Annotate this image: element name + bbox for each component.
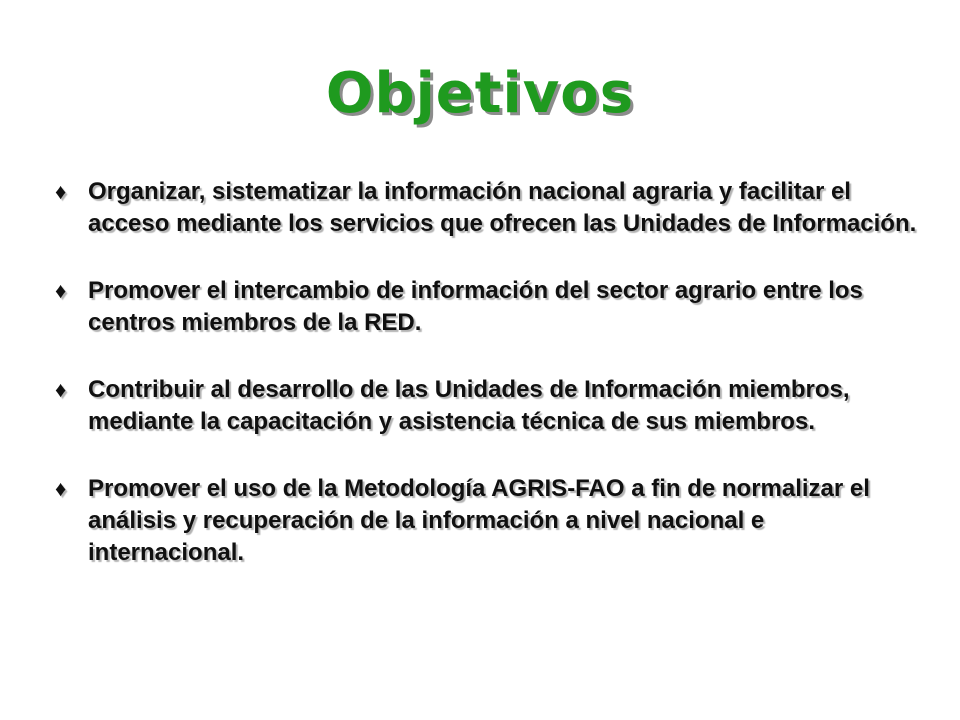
objective-text: Promover el uso de la Metodología AGRIS-FAO a fin de normalizar el análisis y recuperación de la información a nivel nacional e internacional. — [88, 475, 870, 566]
objectives-list — [55, 176, 925, 604]
diamond-bullet-icon: ♦ — [55, 377, 67, 402]
diamond-bullet-icon: ♦ — [55, 278, 67, 303]
objective-text: Promover el intercambio de información del sector agrario entre los centros miembros de la RED. — [88, 277, 863, 336]
objective-text: Organizar, sistematizar la información nacional agraria y facilitar el acceso mediante los servicios que ofrecen las Unidades de Información. — [88, 178, 917, 237]
objective-text: Contribuir al desarrollo de las Unidades de Información miembros, mediante la capacitación y asistencia técnica de sus miembros. — [88, 376, 850, 435]
objective-item-2 — [55, 275, 925, 339]
slide-title: Objetivos — [325, 61, 635, 126]
objective-item-3 — [55, 374, 925, 438]
diamond-bullet-icon: ♦ — [55, 476, 67, 501]
objective-item-1 — [55, 176, 925, 240]
objective-item-4 — [55, 473, 925, 569]
diamond-bullet-icon: ♦ — [55, 179, 67, 204]
